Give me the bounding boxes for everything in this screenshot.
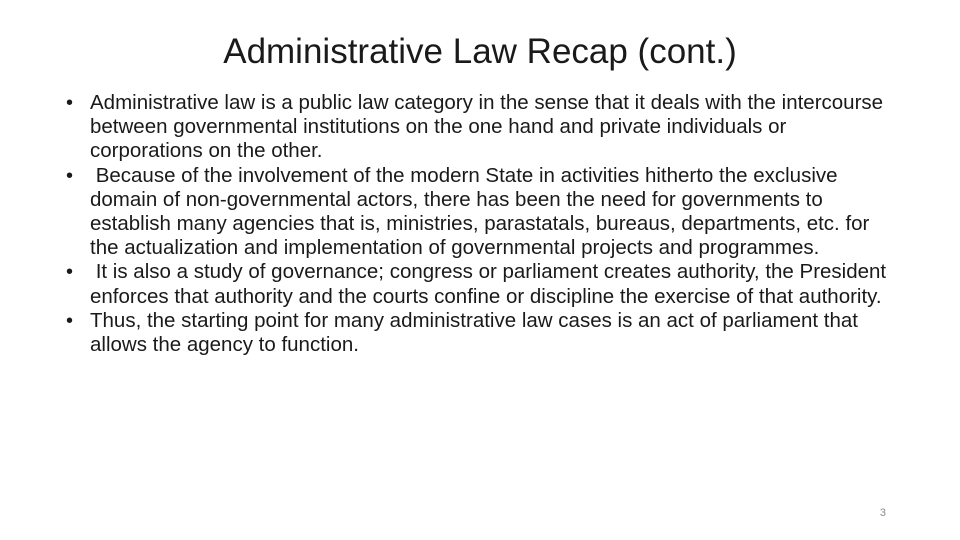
bullet-list <box>66 91 896 357</box>
bullet-text: Administrative law is a public law category in the sense that it deals with the intercourse between governmental institutions on the one hand and private individuals or corporations on the other. <box>90 91 884 163</box>
bullet-item-1 <box>66 91 896 164</box>
bullet-marker: • <box>66 309 74 332</box>
bullet-text: Thus, the starting point for many administrative law cases is an act of parliament that allows the agency to function. <box>90 308 858 357</box>
slide-title: Administrative Law Recap (cont.) <box>223 32 737 71</box>
bullet-text: Because of the involvement of the modern State in activities hitherto the exclusive domain of non-governmental actors, there has been the need for governments to establish many agencies that is, ministries, parastatals, bureaus, departments, etc. for the actualization and implementation of governmental projects and programmes. <box>90 163 876 260</box>
bullet-item-3 <box>66 260 896 308</box>
bullet-text: It is also a study of governance; congress or parliament creates authority, the President enforces that authority and the courts confine or discipline the exercise of that authority. <box>90 260 892 308</box>
bullet-marker: • <box>66 92 74 114</box>
bullet-marker: • <box>66 164 74 187</box>
bullet-item-4 <box>66 309 896 357</box>
bullet-marker: • <box>66 261 74 284</box>
bullet-item-2 <box>66 164 896 261</box>
page-number: 3 <box>879 507 886 519</box>
